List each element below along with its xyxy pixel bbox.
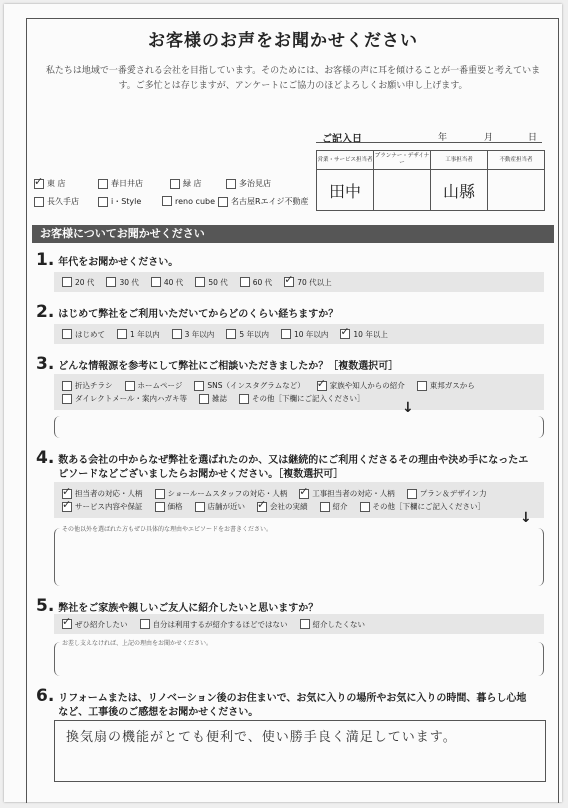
arrow-down-icon: ↓ [402, 400, 414, 416]
staff-header: プランナー・デザイナー [374, 151, 431, 170]
staff-construction-value[interactable]: 山縣 [431, 170, 488, 211]
question-3 [36, 354, 398, 374]
date-underline [316, 142, 542, 143]
option-label: 紹介 [332, 502, 348, 511]
option[interactable] [155, 501, 183, 512]
option-label: その他［下欄にご記入ください］ [372, 502, 485, 511]
question-text: 年代をお聞かせください。 [58, 257, 179, 268]
option-label: プラン＆デザイン力 [419, 489, 487, 498]
checkbox[interactable] [199, 394, 209, 404]
option[interactable] [317, 380, 405, 391]
q5-free-text[interactable] [54, 642, 544, 676]
checkbox[interactable] [257, 502, 267, 512]
checkbox[interactable] [162, 196, 172, 206]
option-label: 家族や知人からの紹介 [329, 381, 405, 390]
checkbox[interactable] [62, 619, 72, 629]
store-option[interactable] [226, 178, 271, 189]
checkbox[interactable] [62, 394, 72, 404]
checkbox[interactable] [226, 179, 236, 189]
question-2 [36, 302, 338, 322]
option[interactable] [151, 277, 183, 288]
option[interactable] [340, 329, 387, 340]
option-label: はじめて [75, 329, 105, 339]
option-label: 60 代 [252, 277, 273, 287]
checkbox[interactable] [98, 179, 108, 189]
option[interactable] [239, 393, 365, 404]
checkbox[interactable] [194, 381, 204, 391]
option[interactable] [284, 277, 331, 288]
checkbox[interactable] [62, 381, 72, 391]
store-label: 春日井店 [111, 179, 143, 188]
store-label: 長久手店 [47, 197, 79, 206]
option-label: 10 年以上 [353, 329, 388, 339]
checkbox[interactable] [417, 381, 427, 391]
checkbox[interactable] [106, 277, 116, 287]
q5-note: お差し支えなければ、上記の理由をお聞かせください。 [62, 640, 213, 647]
store-option[interactable] [34, 196, 79, 207]
checkbox[interactable] [317, 381, 327, 391]
option[interactable] [281, 329, 328, 340]
option-label: ホームページ [137, 381, 183, 390]
option[interactable] [195, 501, 246, 512]
staff-planner-value[interactable] [374, 170, 431, 211]
staff-realestate-value[interactable] [488, 170, 545, 211]
date-month[interactable]: 月 [484, 133, 494, 143]
question-text: はじめて弊社をご利用いただいてからどのくらい経ちますか？ [58, 309, 339, 320]
option[interactable] [62, 501, 143, 512]
option-label: 折込チラシ [75, 381, 113, 390]
checkbox[interactable] [62, 502, 72, 512]
staff-header: 工事担当者 [431, 151, 488, 170]
option[interactable] [320, 501, 348, 512]
option[interactable] [62, 393, 187, 404]
checkbox[interactable] [98, 197, 108, 207]
option-label: 70 代以上 [297, 277, 332, 287]
checkbox[interactable] [240, 277, 250, 287]
checkbox[interactable] [34, 197, 44, 207]
store-label: 緑 店 [183, 179, 202, 188]
store-option[interactable] [98, 196, 141, 207]
option[interactable] [62, 488, 143, 499]
intro-text: 私たちは地域で一番愛される会社を目指しています。そのためには、お客様の声に耳を傾けることが一番重要と考えています。ご多忙とは存じますが、アンケートにご協力のほどよろしくお願い申し上げます。 [45, 66, 541, 91]
store-label: i・Style [111, 197, 142, 206]
option[interactable] [62, 619, 128, 630]
store-option[interactable] [218, 196, 309, 207]
page-title: お客様のお声をお聞かせください [148, 31, 418, 51]
checkbox[interactable] [140, 619, 150, 629]
question-6 [36, 686, 536, 720]
option[interactable] [300, 619, 366, 630]
option-label: 紹介したくない [312, 619, 365, 629]
checkbox[interactable] [34, 179, 44, 189]
question-text: どんな情報源を参考にして弊社にご相談いただきましたか？［複数選択可］ [58, 361, 399, 372]
staff-header: 不動産担当者 [488, 151, 545, 170]
option-label: ショールームスタッフの対応・人柄 [167, 489, 288, 498]
store-label: 名古屋Rエイジ不動産 [231, 197, 309, 206]
checkbox[interactable] [195, 277, 205, 287]
q4-free-text[interactable] [54, 528, 544, 586]
checkbox[interactable] [284, 277, 294, 287]
store-label: reno cube [175, 196, 216, 206]
staff-table [316, 150, 545, 211]
store-option[interactable] [98, 178, 143, 189]
q4-note: その他以外を選ばれた方もぜひ具体的な理由やエピソードをお書きください。 [62, 526, 273, 533]
option[interactable] [226, 329, 269, 340]
option[interactable] [240, 277, 272, 288]
option-label: サービス内容や保証 [75, 502, 143, 511]
option-label: 20 代 [75, 277, 95, 287]
option-label: 工事担当者の対応・人柄 [312, 489, 395, 498]
option[interactable] [62, 380, 113, 391]
question-number: 4. [36, 448, 55, 468]
option-label: ぜひ紹介したい [75, 619, 128, 629]
option[interactable] [125, 380, 183, 391]
q6-handwritten-answer: 換気扇の機能がとても便利で、使い勝手良く満足しています。 [66, 730, 457, 745]
option-label: 40 代 [163, 277, 184, 287]
question-number: 1. [36, 250, 55, 270]
question-1 [36, 250, 178, 270]
question-number: 2. [36, 302, 55, 322]
question-5 [36, 596, 318, 616]
checkbox[interactable] [299, 489, 309, 499]
option-label: 3 年以内 [184, 329, 215, 339]
staff-sales-value[interactable]: 田中 [317, 170, 374, 211]
q5-options [54, 614, 544, 634]
date-year[interactable]: 年 [438, 133, 448, 143]
checkbox[interactable] [62, 277, 72, 287]
checkbox[interactable] [155, 502, 165, 512]
question-number: 5. [36, 596, 55, 616]
checkbox[interactable] [281, 329, 291, 339]
question-text: 数ある会社の中からなぜ弊社を選ばれたのか、又は継続的にご利用くださるその理由や決め手になったエピソードなどございましたらお聞かせください。［複数選択可］ [58, 455, 529, 480]
option-label: 店舗が近い [207, 502, 245, 511]
checkbox[interactable] [170, 179, 180, 189]
option-label: 雑誌 [211, 394, 227, 403]
question-number: 6. [36, 686, 55, 706]
store-option[interactable] [170, 178, 202, 189]
option[interactable] [106, 277, 138, 288]
option-label: その他［下欄にご記入ください］ [251, 394, 365, 403]
checkbox[interactable] [407, 489, 417, 499]
option[interactable] [62, 277, 94, 288]
option[interactable] [117, 329, 160, 340]
checkbox[interactable] [300, 619, 310, 629]
option-label: 5 年以内 [239, 329, 269, 339]
checkbox[interactable] [117, 329, 127, 339]
option[interactable] [417, 380, 475, 391]
option[interactable] [257, 501, 308, 512]
question-text: 弊社をご家族や親しいご友人に紹介したいと思いますか？ [58, 603, 319, 614]
option-label: 自分は利用するが紹介するほどではない [152, 619, 288, 629]
option-label: ダイレクトメール・案内ハガキ等 [75, 394, 187, 403]
option-label: 1 年以内 [130, 329, 160, 339]
store-label: 多治見店 [239, 179, 271, 188]
option-label: 担当者の対応・人柄 [75, 489, 143, 498]
option[interactable] [62, 329, 105, 340]
date-label: ご記入日 [322, 134, 362, 145]
option-label: 東邦ガスから [429, 381, 475, 390]
checkbox[interactable] [155, 489, 165, 499]
staff-header: 営業・サービス担当者 [317, 151, 374, 170]
checkbox[interactable] [239, 394, 249, 404]
question-number: 3. [36, 354, 55, 374]
option[interactable] [299, 488, 395, 499]
checkbox[interactable] [62, 329, 72, 339]
checkbox[interactable] [340, 329, 350, 339]
q3-free-text[interactable] [54, 416, 544, 438]
option[interactable] [199, 393, 227, 404]
checkbox[interactable] [320, 502, 330, 512]
arrow-down-icon: ↓ [520, 510, 532, 526]
question-4 [36, 448, 536, 482]
option[interactable] [195, 277, 227, 288]
store-option[interactable] [162, 196, 215, 206]
option-label: 10 年以内 [293, 329, 329, 339]
option[interactable] [140, 619, 288, 630]
option[interactable] [360, 501, 486, 512]
option-label: 30 代 [119, 277, 139, 287]
store-option[interactable] [34, 178, 66, 189]
checkbox[interactable] [218, 197, 228, 207]
store-label: 東 店 [47, 179, 66, 188]
option[interactable] [194, 380, 304, 391]
checkbox[interactable] [360, 502, 370, 512]
option[interactable] [172, 329, 215, 340]
checkbox[interactable] [226, 329, 236, 339]
option-label: 会社の実績 [270, 502, 308, 511]
survey-sheet [4, 4, 562, 802]
option-label: SNS（インスタグラムなど） [207, 381, 305, 390]
q4-options [54, 482, 544, 518]
checkbox[interactable] [195, 502, 205, 512]
option-label: 50 代 [208, 277, 228, 287]
q3-options [54, 374, 544, 410]
q1-options [54, 272, 544, 292]
option[interactable] [155, 488, 288, 499]
option-label: 価格 [167, 502, 183, 511]
checkbox[interactable] [151, 277, 161, 287]
option[interactable] [407, 488, 487, 499]
date-day[interactable]: 日 [528, 133, 538, 143]
checkbox[interactable] [125, 381, 135, 391]
q2-options [54, 324, 544, 344]
checkbox[interactable] [172, 329, 182, 339]
question-text: リフォームまたは、リノベーション後のお住まいで、お気に入りの場所やお気に入りの時間、暮らし心地など、工事後のご感想をお聞かせください。 [58, 693, 527, 718]
section-header: お客様についてお聞かせください [32, 225, 554, 243]
